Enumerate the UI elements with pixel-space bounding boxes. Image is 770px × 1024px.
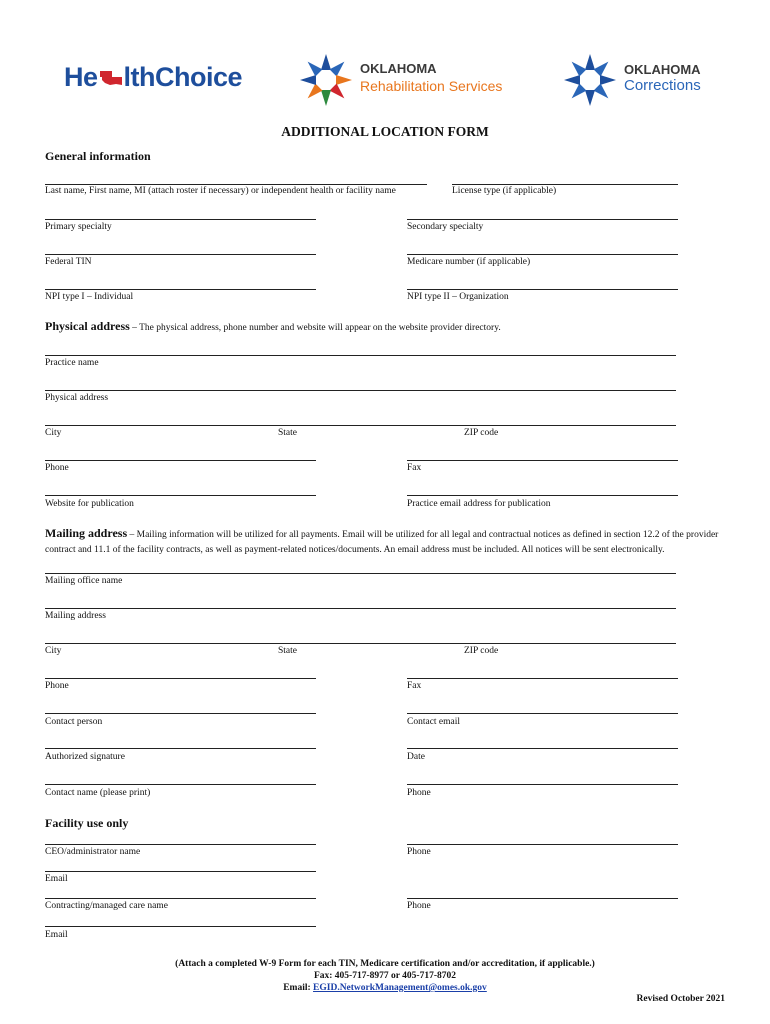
npi2-field[interactable] <box>407 289 678 290</box>
mailing-phone-field[interactable] <box>45 678 316 679</box>
physical-phone-label: Phone <box>45 463 69 473</box>
form-title: ADDITIONAL LOCATION FORM <box>281 124 489 139</box>
mailing-office-name-field[interactable] <box>45 573 676 574</box>
npi2-label: NPI type II – Organization <box>407 292 509 302</box>
physical-fax-field[interactable] <box>407 460 678 461</box>
corrections-star-icon <box>562 52 618 108</box>
corrections-logo-line1: OKLAHOMA <box>624 62 701 77</box>
authorized-signature-label: Authorized signature <box>45 752 125 762</box>
medicare-number-field[interactable] <box>407 254 678 255</box>
primary-specialty-label: Primary specialty <box>45 222 112 232</box>
secondary-specialty-label: Secondary specialty <box>407 222 484 232</box>
mailing-heading-block <box>45 526 745 558</box>
physical-heading: Physical address <box>45 319 130 333</box>
physical-city-label: City <box>45 428 62 438</box>
date-field[interactable] <box>407 748 678 749</box>
logo-text-he: He <box>64 62 98 92</box>
footer-email-line <box>0 983 770 993</box>
physical-city-state-zip-field[interactable] <box>45 425 676 426</box>
primary-specialty-field[interactable] <box>45 219 316 220</box>
mailing-address-field[interactable] <box>45 608 676 609</box>
physical-address-label: Physical address <box>45 393 109 403</box>
mailing-city-state-zip-field[interactable] <box>45 643 676 644</box>
practice-name-field[interactable] <box>45 355 676 356</box>
federal-tin-label: Federal TIN <box>45 257 92 267</box>
practice-email-field[interactable] <box>407 495 678 496</box>
mailing-state-label: State <box>278 646 297 656</box>
physical-state-label: State <box>278 428 297 438</box>
physical-heading-block <box>45 319 735 336</box>
mailing-office-name-label: Mailing office name <box>45 576 123 586</box>
contact-person-label: Contact person <box>45 717 103 727</box>
physical-phone-field[interactable] <box>45 460 316 461</box>
secondary-specialty-field[interactable] <box>407 219 678 220</box>
facility-email2-field[interactable] <box>45 926 316 927</box>
facility-phone2-field[interactable] <box>407 898 678 899</box>
medicare-number-label: Medicare number (if applicable) <box>407 257 531 267</box>
mailing-address-label: Mailing address <box>45 611 106 621</box>
last-name-label: Last name, First name, MI (attach roster if necessary) or independent health or facility name <box>45 186 396 196</box>
authorized-signature-field[interactable] <box>45 748 316 749</box>
ceo-name-label: CEO/administrator name <box>45 847 141 857</box>
license-type-field[interactable] <box>452 184 678 185</box>
revised-date: Revised October 2021 <box>636 994 725 1004</box>
footer-email-link[interactable]: EGID.NetworkManagement@omes.ok.gov <box>313 983 487 993</box>
date-label: Date <box>407 752 425 762</box>
logo-text-lthchoice: lthChoice <box>123 62 243 92</box>
facility-heading: Facility use only <box>45 816 129 830</box>
footer-attach-note: (Attach a completed W-9 Form for each TIN, Medicare certification and/or accreditation, if applicable.) <box>175 959 595 969</box>
facility-email1-label: Email <box>45 874 68 884</box>
npi1-field[interactable] <box>45 289 316 290</box>
last-name-field[interactable] <box>45 184 427 185</box>
license-type-label: License type (if applicable) <box>452 186 557 196</box>
facility-phone2-label: Phone <box>407 901 431 911</box>
physical-note: – The physical address, phone number and website will appear on the website provider directory. <box>129 323 501 333</box>
mailing-city-label: City <box>45 646 62 656</box>
physical-address-field[interactable] <box>45 390 676 391</box>
website-label: Website for publication <box>45 499 134 509</box>
mailing-phone-label: Phone <box>45 681 69 691</box>
footer-fax: Fax: 405-717-8977 or 405-717-8702 <box>313 971 457 981</box>
rehab-star-icon <box>298 52 354 108</box>
rehab-logo-line2: Rehabilitation Services <box>360 78 503 94</box>
contracting-name-field[interactable] <box>45 898 316 899</box>
oklahoma-state-icon <box>99 69 123 87</box>
facility-phone1-label: Phone <box>407 847 431 857</box>
contact-name-print-field[interactable] <box>45 784 316 785</box>
facility-phone1-field[interactable] <box>407 844 678 845</box>
mailing-note: – Mailing information will be utilized for all payments. Email will be utilized for all legal and contractual notices as defined in section 12.2 of the provider contract and 11.1 of the facility contracts, as well as payment-related notices/documents. An email address must be included. All notices will be sent electronically. <box>45 530 719 555</box>
rehab-logo-line1: OKLAHOMA <box>360 61 437 76</box>
facility-email2-label: Email <box>45 930 68 940</box>
contact-name-print-label: Contact name (please print) <box>45 788 151 798</box>
mailing-fax-field[interactable] <box>407 678 678 679</box>
ceo-name-field[interactable] <box>45 844 316 845</box>
contact-phone-label: Phone <box>407 788 431 798</box>
practice-name-label: Practice name <box>45 358 99 368</box>
contact-person-field[interactable] <box>45 713 316 714</box>
corrections-logo-line2: Corrections <box>624 77 701 94</box>
mailing-zip-label: ZIP code <box>464 646 499 656</box>
physical-fax-label: Fax <box>407 463 422 473</box>
general-heading: General information <box>45 149 151 163</box>
npi1-label: NPI type I – Individual <box>45 292 134 302</box>
practice-email-label: Practice email address for publication <box>407 499 551 509</box>
contracting-name-label: Contracting/managed care name <box>45 901 168 911</box>
facility-email1-field[interactable] <box>45 871 316 872</box>
mailing-fax-label: Fax <box>407 681 422 691</box>
physical-zip-label: ZIP code <box>464 428 499 438</box>
federal-tin-field[interactable] <box>45 254 316 255</box>
mailing-heading: Mailing address <box>45 526 128 540</box>
contact-email-field[interactable] <box>407 713 678 714</box>
website-field[interactable] <box>45 495 316 496</box>
healthchoice-logo <box>64 62 242 93</box>
footer-email-label: Email: <box>283 983 314 993</box>
contact-phone-field[interactable] <box>407 784 678 785</box>
contact-email-label: Contact email <box>407 717 461 727</box>
